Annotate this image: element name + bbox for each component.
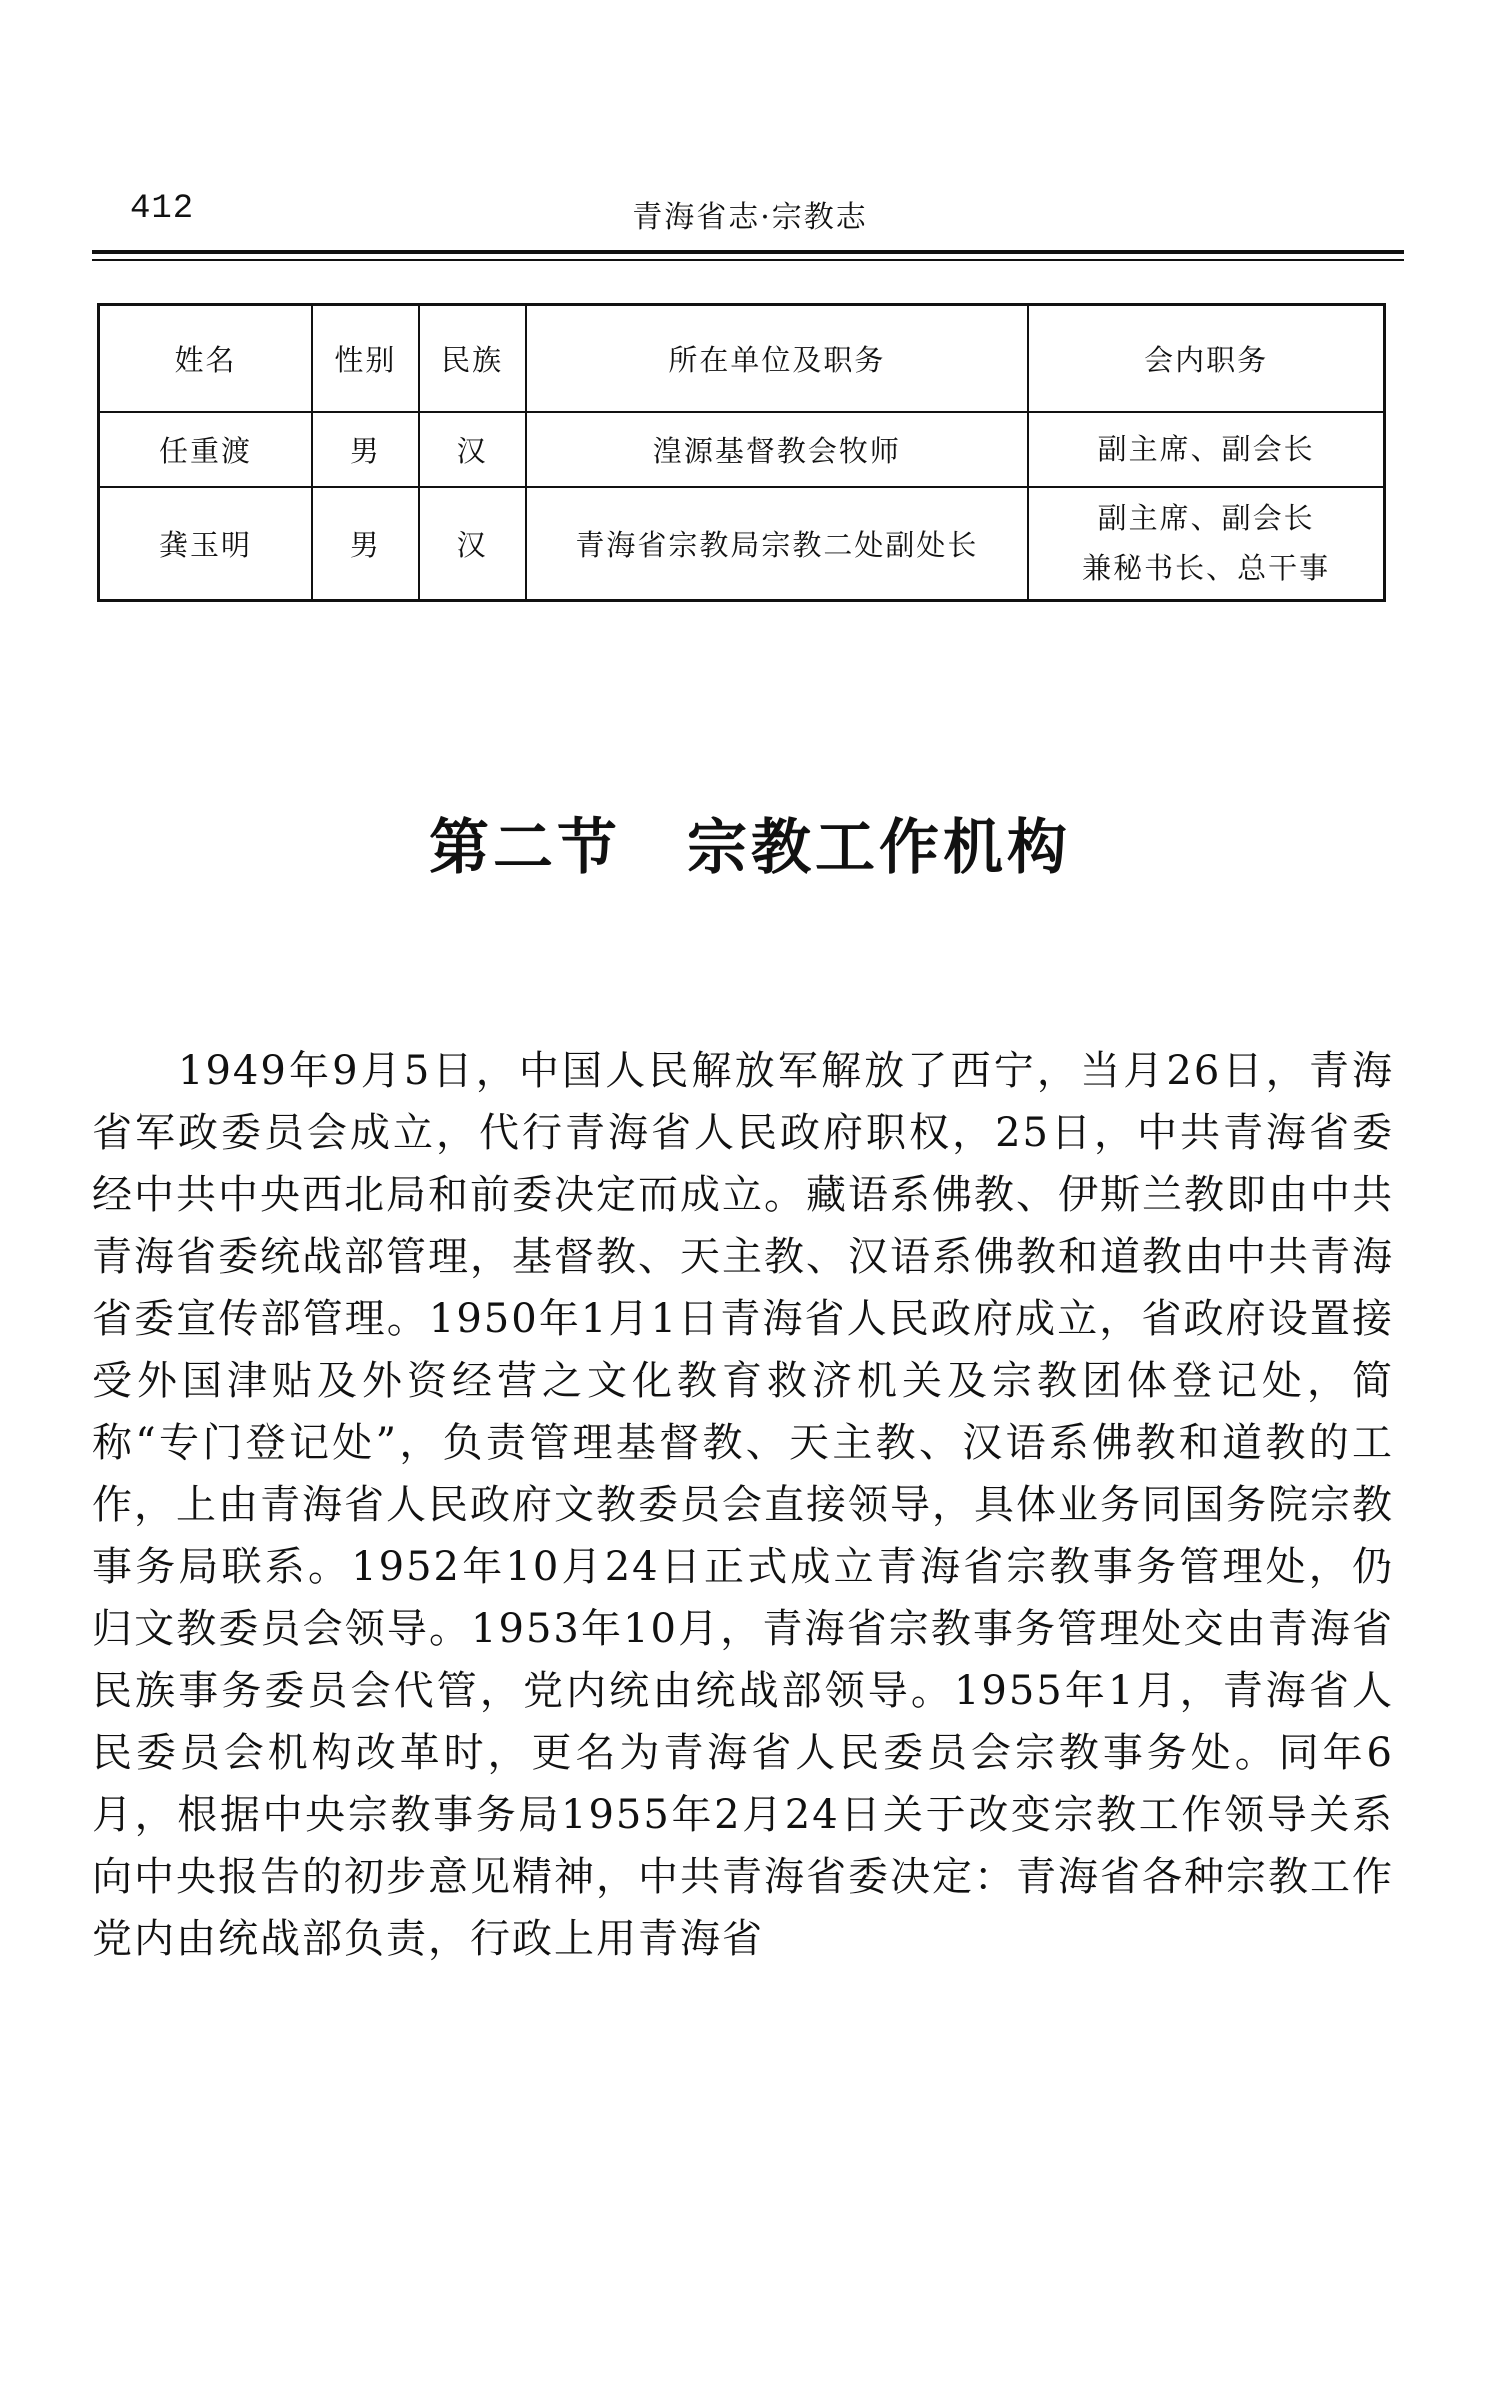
cell-unit: 青海省宗教局宗教二处副处长 bbox=[526, 487, 1029, 601]
header-rule-thick bbox=[92, 250, 1404, 254]
cell-duty bbox=[1028, 412, 1384, 487]
cell-unit: 湟源基督教会牧师 bbox=[526, 412, 1029, 487]
column-header-gender: 性别 bbox=[312, 305, 419, 412]
header-rule-thin bbox=[92, 259, 1404, 261]
running-head: 青海省志·宗教志 bbox=[632, 200, 868, 235]
table-header-row bbox=[99, 305, 1385, 412]
page-number: 412 bbox=[130, 190, 195, 228]
cell-gender: 男 bbox=[312, 412, 419, 487]
column-header-duty: 会内职务 bbox=[1028, 305, 1384, 412]
table-row bbox=[99, 487, 1385, 601]
column-header-ethnicity: 民族 bbox=[419, 305, 526, 412]
cell-gender: 男 bbox=[312, 487, 419, 601]
duty-line: 副主席、副会长 bbox=[1097, 432, 1315, 466]
table-row bbox=[99, 412, 1385, 487]
cell-ethnicity: 汉 bbox=[419, 487, 526, 601]
column-header-name: 姓名 bbox=[99, 305, 313, 412]
section-heading: 宗教工作机构 bbox=[687, 813, 1071, 883]
section-title bbox=[0, 800, 1500, 886]
cell-duty bbox=[1028, 487, 1384, 601]
cell-ethnicity: 汉 bbox=[419, 412, 526, 487]
body-paragraph: 1949年9月5日，中国人民解放军解放了西宁，当月26日，青海省军政委员会成立，代行青海省人民政府职权，25日，中共青海省委经中共中央西北局和前委决定而成立。藏语系佛教、伊斯兰教即由中共青海省委统战部管理，基督教、天主教、汉语系佛教和道教由中共青海省委宣传部管理。1950年1月1日青海省人民政府成立，省政府设置接受外国津贴及外资经营之文化教育救济机关及宗教团体登记处，简称“专门登记处”，负责管理基督教、天主教、汉语系佛教和道教的工作，上由青海省人民政府文教委员会直接领导，具体业务同国务院宗教事务局联系。1952年10月24日正式成立青海省宗教事务管理处，仍归文教委员会领导。1953年10月，青海省宗教事务管理处交由青海省民族事务委员会代管，党内统由统战部领导。1955年1月，青海省人民委员会机构改革时，更名为青海省人民委员会宗教事务处。同年6月，根据中央宗教事务局1955年2月24日关于改变宗教工作领导关系向中央报告的初步意见精神，中共青海省委决定：青海省各种宗教工作党内由统战部负责，行政上用青海省 bbox=[92, 1048, 1394, 1962]
cell-name: 龚玉明 bbox=[99, 487, 313, 601]
duty-line: 副主席、副会长 bbox=[1097, 501, 1315, 536]
section-number: 第二节 bbox=[429, 813, 621, 883]
members-table bbox=[97, 303, 1386, 602]
column-header-unit: 所在单位及职务 bbox=[526, 305, 1029, 412]
duty-line: 兼秘书长、总干事 bbox=[1082, 551, 1331, 586]
cell-name: 任重渡 bbox=[99, 412, 313, 487]
